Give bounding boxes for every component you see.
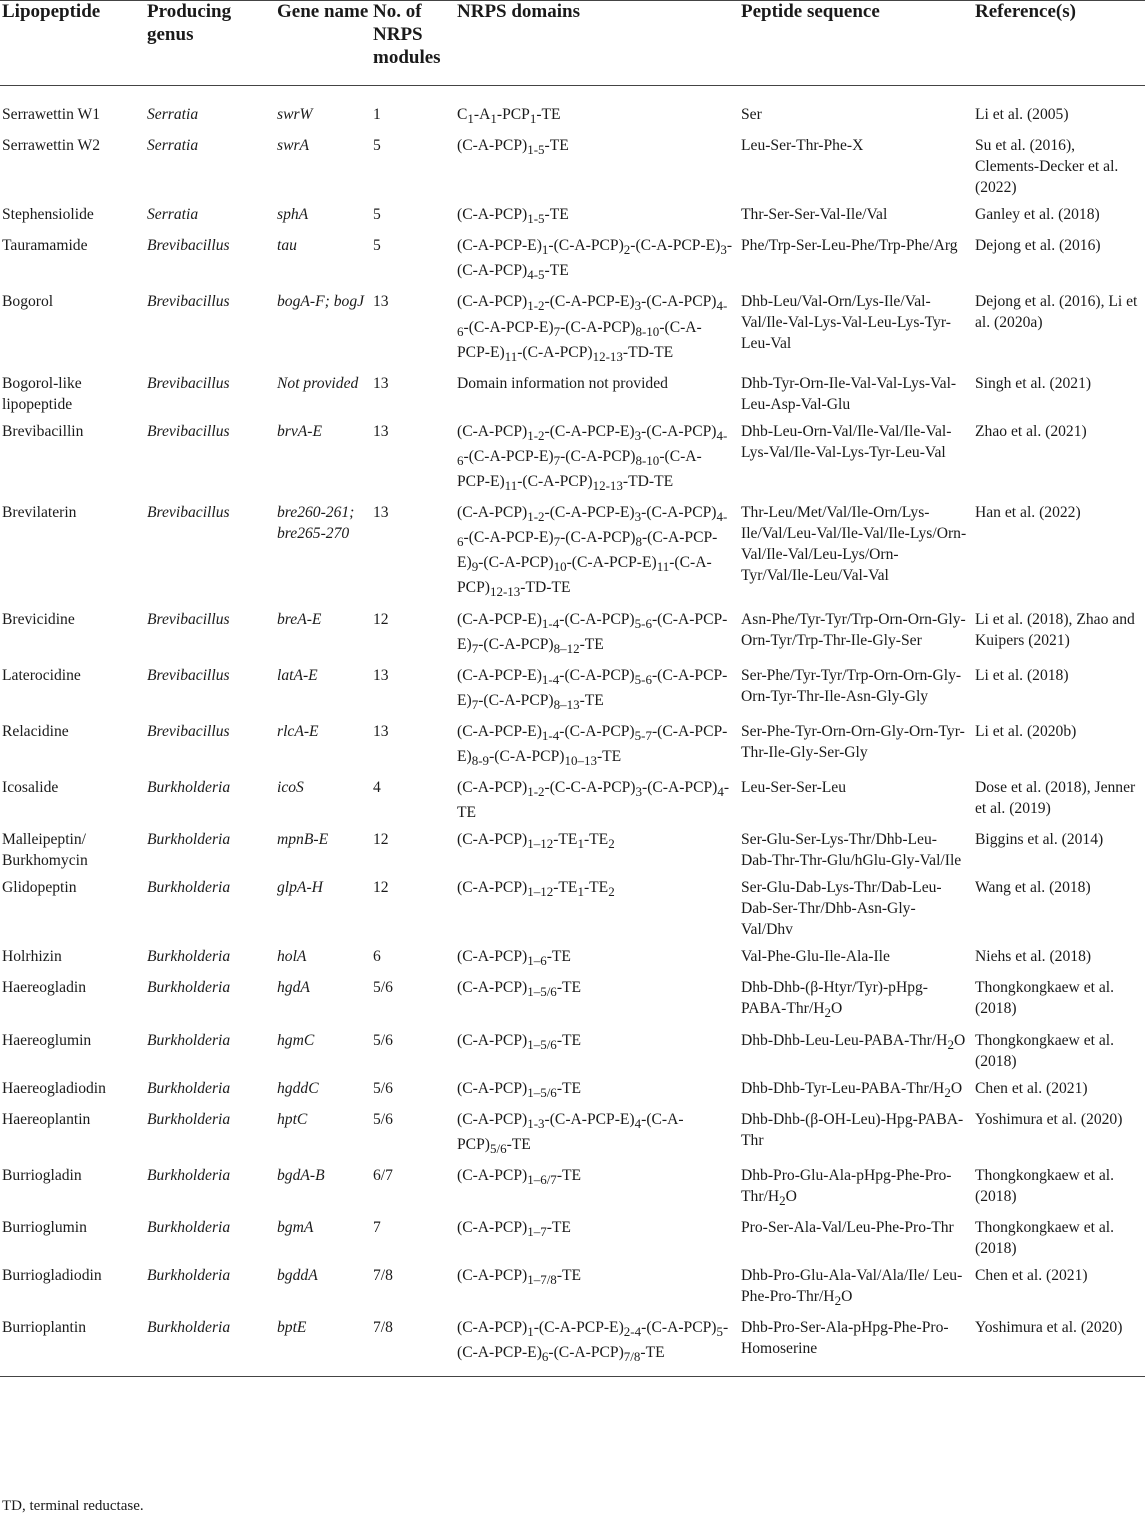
- cell-reference: Yoshimura et al. (2020): [975, 1316, 1145, 1377]
- cell-modules: 12: [373, 831, 389, 849]
- cell-lipopeptide: Haereogladiodin: [2, 1079, 106, 1097]
- cell-nrps-domains: $(C-A-PCP-E)_{1-4}-(C-A-PCP)_{5-6}-(C-A-PCP-E)_7-(C-A-PCP)_{8-12}-TE$: [457, 610, 728, 656]
- cell-reference: Wang et al. (2018): [975, 879, 1091, 897]
- cell-genus: Brevibacillus: [147, 722, 230, 740]
- cell-genus: Burkholderia: [147, 1079, 231, 1097]
- cell-peptide-sequence: Dhb-Pro-Ser-Ala-pHpg-Phe-Pro-Homoserine: [741, 1316, 975, 1377]
- cell-nrps-domains: $(C-A-PCP)_{1-5/6}-TE$: [457, 1079, 582, 1100]
- cell-gene-name: hgdA: [277, 979, 310, 997]
- table-row: [0, 608, 1145, 664]
- cell-genus: Brevibacillus: [147, 504, 230, 522]
- cell-modules: 13: [373, 722, 389, 740]
- cell-gene-name: rlcA-E: [277, 722, 319, 740]
- cell-gene-name: latA-E: [277, 666, 318, 684]
- cell-gene-name: sphA: [277, 206, 309, 224]
- cell-lipopeptide: Icosalide: [2, 779, 59, 797]
- table-row: [0, 1316, 1145, 1377]
- cell-lipopeptide: Brevilaterin: [2, 504, 77, 522]
- cell-lipopeptide: Brevicidine: [2, 610, 75, 628]
- cell-peptide-sequence: Ser-Glu-Dab-Lys-Thr/Dab-Leu-Dab-Ser-Thr/Dhb-Asn-Gly-Val/Dhv: [741, 879, 942, 939]
- cell-modules: 5/6: [373, 979, 393, 997]
- cell-modules: 5/6: [373, 1110, 393, 1128]
- cell-nrps-domains: Domain information not provided: [457, 374, 668, 392]
- cell-nrps-domains: $(C-A-PCP-E)_{1-4}-(C-A-PCP)_{5-6}-(C-A-PCP-E)_7-(C-A-PCP)_{8-13}-TE$: [457, 666, 728, 712]
- cell-gene-name: breA-E: [277, 610, 322, 628]
- cell-gene-name: hgmC: [277, 1031, 315, 1049]
- cell-nrps-domains: $(C-A-PCP-E)_{1-4}-(C-A-PCP)_{5-7}-(C-A-PCP-E)_{8-9}-(C-A-PCP)_{10-13}-TE$: [457, 722, 728, 769]
- cell-lipopeptide: Laterocidine: [2, 666, 81, 684]
- cell-genus: Serratia: [147, 206, 199, 224]
- cell-nrps-domains: $(C-A-PCP)_{1-12}-TE_1-TE_2$: [457, 831, 615, 852]
- cell-nrps-domains: $(C-A-PCP)_{1-5/6}-TE$: [457, 979, 582, 1000]
- cell-gene-name: hgddC: [277, 1079, 319, 1097]
- cell-peptide-sequence: Dhb-$Dhb-Leu-Leu-PABA-Thr/H_2O$: [741, 1031, 966, 1052]
- cell-lipopeptide: Bogorol-like lipopeptide: [2, 374, 82, 413]
- cell-reference: Li et al. (2018): [975, 666, 1069, 684]
- cell-reference: Chen et al. (2021): [975, 1079, 1088, 1097]
- cell-genus: Serratia: [147, 106, 199, 123]
- cell-modules: 5/6: [373, 1031, 393, 1049]
- cell-modules: 5: [373, 137, 381, 155]
- cell-modules: 5/6: [373, 1079, 393, 1097]
- cell-genus: Burkholderia: [147, 831, 231, 849]
- cell-gene-name: hptC: [277, 1110, 308, 1128]
- table-row: [0, 828, 1145, 876]
- cell-lipopeptide: Glidopeptin: [2, 879, 77, 897]
- cell-reference: Niehs et al. (2018): [975, 948, 1092, 966]
- cell-nrps-domains: $(C-A-PCP)_{1-5/6}-TE$: [457, 1031, 582, 1052]
- cell-modules: 6/7: [373, 1166, 393, 1184]
- cell-genus: Serratia: [147, 137, 199, 155]
- table-row: [0, 1108, 1145, 1164]
- cell-peptide-sequence: Phe/Trp-Ser-Leu-Phe/Trp-Phe/Arg: [741, 237, 958, 255]
- cell-reference: Chen et al. (2021): [975, 1266, 1088, 1284]
- cell-gene-name: bgddA: [277, 1266, 318, 1284]
- cell-gene-name: holA: [277, 948, 307, 966]
- cell-reference: Li et al. (2018), Zhao and Kuipers (2021): [975, 610, 1135, 649]
- table-row: [0, 1264, 1145, 1316]
- cell-lipopeptide: Haereoglumin: [2, 1031, 92, 1049]
- cell-reference: Su et al. (2016), Clements-Decker et al. (2022): [975, 137, 1119, 197]
- table-row: [0, 1029, 1145, 1077]
- cell-nrps-domains: $C_1-A_1-PCP_1-TE$: [457, 106, 561, 127]
- table-row: [0, 372, 1145, 420]
- cell-gene-name: bgmA: [277, 1218, 314, 1236]
- cell-genus: Brevibacillus: [147, 374, 230, 392]
- cell-modules: 13: [373, 504, 389, 522]
- cell-peptide-sequence: Dhb-$Pro-Glu-Ala-pHpg-Phe-Pro-Thr/H_2O$: [741, 1166, 952, 1208]
- cell-peptide-sequence: Val-Phe-Glu-Ile-Ala-Ile: [741, 948, 890, 966]
- cell-modules: 4: [373, 779, 381, 797]
- cell-modules: 12: [373, 610, 389, 628]
- cell-lipopeptide: Burriogladiodin: [2, 1266, 102, 1284]
- cell-reference: Thongkongkaew et al. (2018): [975, 1031, 1115, 1070]
- cell-modules: 1: [373, 106, 381, 123]
- cell-reference: Dose et al. (2018), Jenner et al. (2019): [975, 779, 1136, 818]
- cell-genus: Burkholderia: [147, 1266, 231, 1284]
- cell-peptide-sequence: Ser: [741, 106, 762, 123]
- cell-peptide-sequence: Thr-Leu/Met/Val/Ile-Orn/Lys-Ile/Val/Leu-Val/Ile-Val/Ile-Lys/Orn-Val/Ile-Val/Leu-Lys/Orn-Tyr/Val/Ile-Leu/Val-Val: [741, 504, 967, 585]
- table-row: [0, 234, 1145, 290]
- cell-lipopeptide: Tauramamide: [2, 237, 88, 255]
- table-row: [0, 203, 1145, 234]
- cell-lipopeptide: Holrhizin: [2, 948, 62, 966]
- cell-gene-name: tau: [277, 237, 297, 255]
- cell-genus: Burkholderia: [147, 948, 231, 966]
- cell-genus: Burkholderia: [147, 879, 231, 897]
- table-row: [0, 1077, 1145, 1108]
- header-row: [0, 0, 1145, 86]
- cell-lipopeptide: Bogorol: [2, 293, 54, 311]
- cell-genus: Brevibacillus: [147, 293, 230, 311]
- cell-gene-name: brvA-E: [277, 422, 323, 440]
- table-row: [0, 86, 1145, 135]
- cell-peptide-sequence: Dhb-$Dhb-(\beta-Htyr/Tyr)-pHpg-PABA-Thr/H_2O$: [741, 979, 928, 1021]
- cell-peptide-sequence: Leu-Ser-Ser-Leu: [741, 779, 847, 797]
- table-row: [0, 1164, 1145, 1216]
- cell-peptide-sequence: Dhb-Leu/Val-Orn/Lys-Ile/Val-Val/Ile-Val-Lys-Val-Leu-Lys-Tyr-Leu-Val: [741, 293, 951, 353]
- cell-lipopeptide: Burrioglumin: [2, 1218, 87, 1236]
- cell-reference: Yoshimura et al. (2020): [975, 1110, 1123, 1128]
- cell-peptide-sequence: Dhb-$Dhb-Tyr-Leu-PABA-Thr/H_2O$: [741, 1079, 963, 1100]
- cell-nrps-domains: $(C-A-PCP)_{1-2}-(C-A-PCP-E)_3-(C-A-PCP)_{4-6}-(C-A-PCP-E)_7-(C-A-PCP)_{8-10}-(C-A-PCP-E)_{11}-(C-A-PCP)_{12-13}-TD-TE$: [457, 422, 728, 494]
- table-row: [0, 420, 1145, 501]
- header-producing-genus: Producing genus: [147, 0, 277, 86]
- cell-gene-name: icoS: [277, 779, 304, 797]
- cell-reference: Thongkongkaew et al. (2018): [975, 1218, 1115, 1257]
- cell-nrps-domains: $(C-A-PCP)_{1-5}-TE$: [457, 137, 569, 158]
- header-nrps-modules: No. of NRPS modules: [373, 0, 457, 86]
- cell-lipopeptide: Serrawettin W1: [2, 106, 101, 123]
- cell-genus: Burkholderia: [147, 979, 231, 997]
- cell-peptide-sequence: Leu-Ser-Thr-Phe-X: [741, 137, 864, 155]
- table-row: [0, 501, 1145, 607]
- cell-nrps-domains: $(C-A-PCP)_{1-7/8}-TE$: [457, 1266, 582, 1288]
- cell-nrps-domains: $(C-A-PCP-E)_1-(C-A-PCP)_2-(C-A-PCP-E)_3-(C-A-PCP)_{4-5}-TE$: [457, 237, 733, 283]
- cell-nrps-domains: $(C-A-PCP)_{1-2}-(C-A-PCP-E)_3-(C-A-PCP)_{4-6}-(C-A-PCP-E)_7-(C-A-PCP)_{8-10}-(C-A-PCP-E)_{11}-(C-A-PCP)_{12-13}-TD-TE$: [457, 293, 728, 364]
- cell-genus: Burkholderia: [147, 1031, 231, 1049]
- cell-gene-name: bgdA-B: [277, 1166, 325, 1184]
- cell-nrps-domains: $(C-A-PCP)_1-(C-A-PCP-E)_{2-4}-(C-A-PCP)_5-(C-A-PCP-E)_6-(C-A-PCP)_{7/8}-TE$: [457, 1316, 741, 1377]
- cell-nrps-domains: $(C-A-PCP)_{1-6}-TE$: [457, 948, 571, 969]
- cell-lipopeptide: Brevibacillin: [2, 422, 84, 440]
- cell-lipopeptide: Haereogladin: [2, 979, 86, 997]
- cell-gene-name: glpA-H: [277, 879, 323, 897]
- cell-genus: Burkholderia: [147, 1110, 231, 1128]
- cell-modules: 13: [373, 293, 389, 311]
- table-row: [0, 776, 1145, 828]
- cell-gene-name: swrA: [277, 137, 310, 155]
- cell-modules: 13: [373, 422, 389, 440]
- cell-modules: 6: [373, 948, 381, 966]
- cell-reference: Thongkongkaew et al. (2018): [975, 979, 1115, 1018]
- cell-reference: Ganley et al. (2018): [975, 206, 1100, 224]
- cell-reference: Biggins et al. (2014): [975, 831, 1104, 849]
- table-row: [0, 976, 1145, 1028]
- cell-nrps-domains: $(C-A-PCP)_{1-2}-(C-A-PCP-E)_3-(C-A-PCP)_{4-6}-(C-A-PCP-E)_7-(C-A-PCP)_8-(C-A-PCP-E)_9-(C-A-PCP)_{10}-(C-A-PCP-E)_{11}-(C-A-PCP)_{12-13}-TD-TE$: [457, 504, 728, 600]
- cell-genus: Brevibacillus: [147, 422, 230, 440]
- cell-reference: Han et al. (2022): [975, 504, 1081, 522]
- table-row: [0, 945, 1145, 976]
- header-peptide-sequence: Peptide sequence: [741, 0, 975, 86]
- cell-peptide-sequence: Dhb-Pro-Glu-Ala-Val/Ala/Ile/ Leu-$Phe-Pro-Thr/H_2O$: [741, 1266, 963, 1309]
- header-gene-name: Gene name: [277, 0, 373, 86]
- cell-reference: Li et al. (2020b): [975, 722, 1077, 740]
- cell-modules: 7: [373, 1218, 381, 1236]
- header-references: Reference(s): [975, 0, 1145, 86]
- cell-modules: 5: [373, 206, 381, 224]
- cell-nrps-domains: $(C-A-PCP)_{1-12}-TE_1-TE_2$: [457, 879, 615, 900]
- cell-lipopeptide: Malleipeptin/ Burkhomycin: [2, 831, 88, 870]
- cell-modules: 13: [373, 374, 389, 392]
- cell-genus: Burkholderia: [147, 1218, 231, 1236]
- cell-modules: 7/8: [373, 1266, 393, 1284]
- cell-genus: Burkholderia: [147, 1316, 277, 1377]
- cell-genus: Brevibacillus: [147, 666, 230, 684]
- cell-reference: Li et al. (2005): [975, 106, 1069, 123]
- table-row: [0, 290, 1145, 371]
- table-body: [0, 86, 1145, 1377]
- cell-reference: Thongkongkaew et al. (2018): [975, 1166, 1115, 1205]
- cell-lipopeptide: Serrawettin W2: [2, 137, 101, 155]
- cell-nrps-domains: $(C-A-PCP)_{1-2}-(C-C-A-PCP)_3-(C-A-PCP)_4-TE$: [457, 779, 730, 822]
- cell-genus: Brevibacillus: [147, 237, 230, 255]
- table-row: [0, 664, 1145, 720]
- cell-gene-name: bogA-F; bogJ: [277, 293, 365, 311]
- cell-peptide-sequence: Dhb-Dhb-(β-OH-Leu)-Hpg-PABA-Thr: [741, 1110, 964, 1149]
- cell-nrps-domains: $(C-A-PCP)_{1-6/7}-TE$: [457, 1166, 582, 1187]
- cell-lipopeptide: Burriogladin: [2, 1166, 82, 1184]
- cell-peptide-sequence: Asn-Phe/Tyr-Tyr/Trp-Orn-Orn-Gly-Orn-Tyr/Trp-Thr-Ile-Gly-Ser: [741, 610, 966, 649]
- header-lipopeptide: Lipopeptide: [0, 0, 147, 86]
- cell-peptide-sequence: Ser-Phe-Tyr-Orn-Orn-Gly-Orn-Tyr-Thr-Ile-Gly-Ser-Gly: [741, 722, 965, 761]
- cell-gene-name: swrW: [277, 106, 313, 123]
- table-row: [0, 134, 1145, 203]
- cell-gene-name: bptE: [277, 1316, 373, 1377]
- cell-reference: Dejong et al. (2016), Li et al. (2020a): [975, 293, 1138, 332]
- cell-reference: Dejong et al. (2016): [975, 237, 1101, 255]
- cell-lipopeptide: Burrioplantin: [0, 1316, 147, 1377]
- cell-peptide-sequence: Pro-Ser-Ala-Val/Leu-Phe-Pro-Thr: [741, 1218, 954, 1236]
- cell-peptide-sequence: Ser-Phe/Tyr-Tyr/Trp-Orn-Orn-Gly-Orn-Tyr-Thr-Ile-Asn-Gly-Gly: [741, 666, 962, 705]
- cell-modules: 13: [373, 666, 389, 684]
- table-footnote: TD, terminal reductase.: [2, 1498, 144, 1514]
- header-nrps-domains: NRPS domains: [457, 0, 741, 86]
- cell-nrps-domains: $(C-A-PCP)_{1-5}-TE$: [457, 206, 569, 227]
- cell-modules: 7/8: [373, 1316, 457, 1377]
- cell-reference: Zhao et al. (2021): [975, 422, 1087, 440]
- cell-lipopeptide: Relacidine: [2, 722, 69, 740]
- table-row: [0, 1216, 1145, 1264]
- cell-modules: 12: [373, 879, 389, 897]
- cell-modules: 5: [373, 237, 381, 255]
- cell-gene-name: Not provided: [277, 374, 359, 392]
- cell-lipopeptide: Haereoplantin: [2, 1110, 91, 1128]
- cell-gene-name: bre260-261; bre265-270: [277, 504, 355, 543]
- cell-genus: Brevibacillus: [147, 610, 230, 628]
- cell-nrps-domains: $(C-A-PCP)_{1-7}-TE$: [457, 1218, 571, 1240]
- cell-peptide-sequence: Dhb-Tyr-Orn-Ile-Val-Val-Lys-Val-Leu-Asp-Val-Glu: [741, 374, 957, 413]
- table-row: [0, 720, 1145, 776]
- cell-peptide-sequence: Thr-Ser-Ser-Val-Ile/Val: [741, 206, 888, 224]
- cell-reference: Singh et al. (2021): [975, 374, 1092, 392]
- cell-lipopeptide: Stephensiolide: [2, 206, 94, 224]
- cell-peptide-sequence: Ser-Glu-Ser-Lys-Thr/Dhb-Leu-Dab-Thr-Thr-Glu/hGlu-Gly-Val/Ile: [741, 831, 962, 870]
- cell-gene-name: mpnB-E: [277, 831, 329, 849]
- cell-peptide-sequence: Dhb-Leu-Orn-Val/Ile-Val/Ile-Val-Lys-Val/Ile-Val-Lys-Tyr-Leu-Val: [741, 422, 952, 461]
- table-row: [0, 876, 1145, 945]
- cell-genus: Burkholderia: [147, 779, 231, 797]
- cell-genus: Burkholderia: [147, 1166, 231, 1184]
- cell-nrps-domains: $(C-A-PCP)_{1-3}-(C-A-PCP-E)_4-(C-A-PCP)_{5/6}-TE$: [457, 1110, 684, 1156]
